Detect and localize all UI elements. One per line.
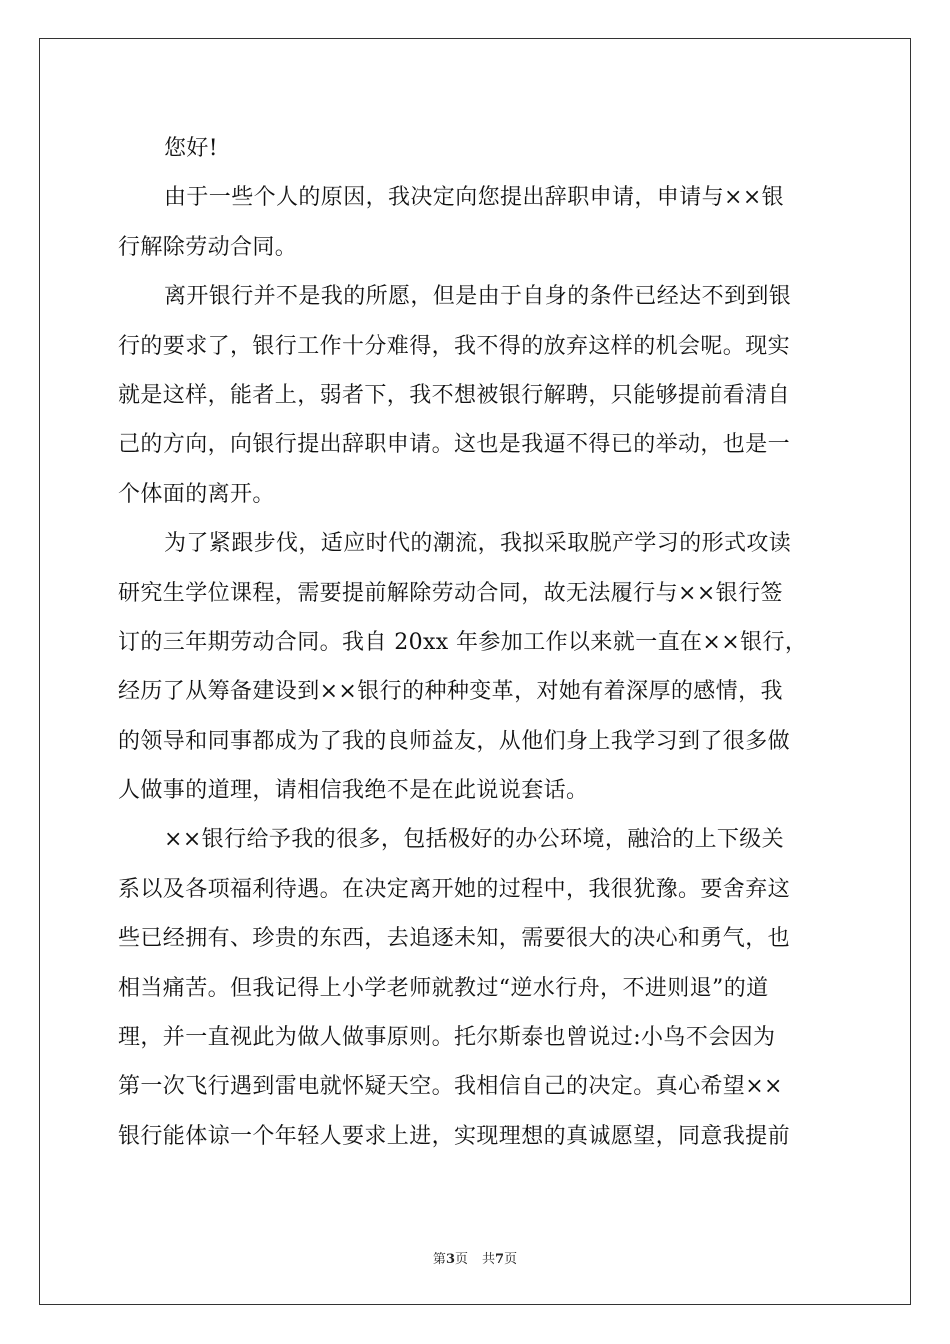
text-line: 行解除劳动合同。 xyxy=(118,234,298,260)
text-line: 银行能体谅一个年轻人要求上进，实现理想的真诚愿望，同意我提前 xyxy=(118,1123,791,1149)
page-prefix: 第 xyxy=(432,1252,446,1267)
text-line: 为了紧跟步伐，适应时代的潮流，我拟采取脱产学习的形式攻读 xyxy=(164,531,792,557)
text-line: 己的方向，向银行提出辞职申请。这也是我逼不得已的举动，也是一 xyxy=(118,432,791,458)
text-line: 离开银行并不是我的所愿，但是由于自身的条件已经达不到到银 xyxy=(164,284,792,310)
text-line: 些已经拥有、珍贵的东西，去追逐未知，需要很大的决心和勇气，也 xyxy=(118,926,791,952)
text-line: ××银行给予我的很多，包括极好的办公环境，融洽的上下级关 xyxy=(164,827,785,853)
text-line: 系以及各项福利待遇。在决定离开她的过程中，我很犹豫。要舍弃这 xyxy=(118,876,791,902)
text-line: 行的要求了，银行工作十分难得，我不得的放弃这样的机会呢。现实 xyxy=(118,333,791,359)
text-line: 就是这样，能者上，弱者下，我不想被银行解聘，只能够提前看清自 xyxy=(118,382,791,408)
text-line: 订的三年期劳动合同。我自 20xx 年参加工作以来就一直在××银行， xyxy=(118,629,808,655)
total-pages: 7 xyxy=(495,1252,505,1267)
page-footer xyxy=(0,1248,950,1267)
total-prefix: 共 xyxy=(482,1252,496,1267)
document-body xyxy=(118,124,838,1161)
total-suffix: 页 xyxy=(504,1252,518,1267)
text-line: 个体面的离开。 xyxy=(118,481,275,507)
page-number: 3 xyxy=(445,1252,455,1267)
text-line: 您好! xyxy=(164,136,219,161)
text-line: 人做事的道理，请相信我绝不是在此说说套话。 xyxy=(118,778,589,804)
text-line: 研究生学位课程，需要提前解除劳动合同，故无法履行与××银行签 xyxy=(118,580,783,606)
text-line: 由于一些个人的原因，我决定向您提出辞职申请，申请与××银 xyxy=(164,185,785,211)
text-line: 第一次飞行遇到雷电就怀疑天空。我相信自己的决定。真心希望×× xyxy=(118,1074,783,1100)
text-line: 经历了从筹备建设到××银行的种种变革，对她有着深厚的感情，我 xyxy=(118,679,783,705)
text-line: 理，并一直视此为做人做事原则。托尔斯泰也曾说过:小鸟不会因为 xyxy=(118,1025,776,1051)
page-suffix: 页 xyxy=(454,1252,468,1267)
text-line: 相当痛苦。但我记得上小学老师就教过“逆水行舟，不进则退”的道 xyxy=(118,975,769,1001)
text-line: 的领导和同事都成为了我的良师益友，从他们身上我学习到了很多做 xyxy=(118,728,791,754)
